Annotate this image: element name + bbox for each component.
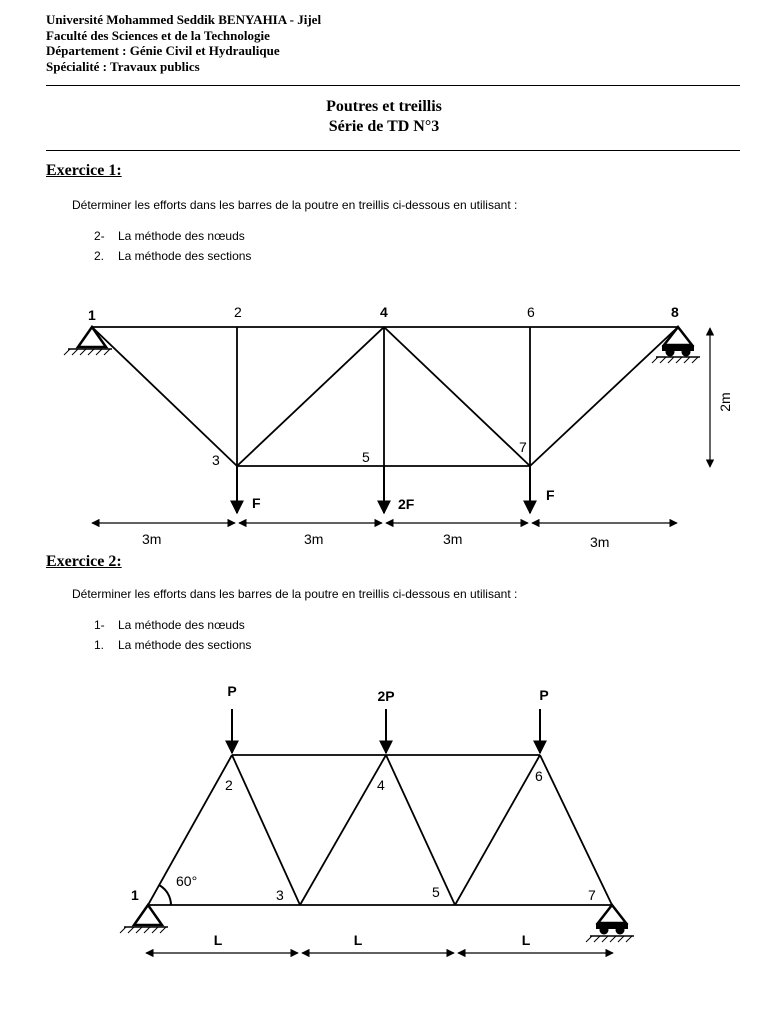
span-label: 3m [304, 531, 324, 547]
node-label: 4 [377, 777, 385, 793]
span-label: 3m [590, 534, 610, 550]
roller-support-icon [586, 905, 634, 942]
truss-1-members [92, 327, 678, 466]
span-label: L [213, 932, 223, 948]
exercise-2-instruction: Déterminer les efforts dans les barres de la poutre en treillis ci-dessous en utilisant : [72, 587, 518, 601]
load-arrow-icons [232, 709, 540, 753]
load-label: F [546, 487, 555, 503]
list-item: 1- La méthode des nœuds [94, 618, 245, 632]
list-item: 2. La méthode des sections [94, 248, 252, 263]
title-line-1: Poutres et treillis [326, 98, 442, 115]
title-line-2: Série de TD N°3 [328, 118, 440, 135]
exercise-1-method-list [94, 229, 251, 268]
load-arrow-icons [237, 466, 530, 513]
load-label: 2P [377, 688, 395, 704]
node-label: 6 [535, 768, 543, 784]
exercise-1-instruction: Déterminer les efforts dans les barres de la poutre en treillis ci-dessous en utilisant : [72, 198, 518, 212]
node-label: 1 [131, 887, 139, 903]
exercise-2-heading: Exercice 2: [46, 553, 122, 570]
node-label: 4 [380, 304, 388, 320]
node-label: 2 [234, 304, 242, 320]
node-label: 3 [276, 887, 284, 903]
list-item: 1. La méthode des sections [94, 637, 252, 652]
exercise-1-heading: Exercice 1: [46, 162, 122, 179]
top-divider [46, 85, 740, 86]
height-label: 2m [717, 392, 733, 412]
department-name: Département : Génie Civil et Hydraulique [46, 43, 280, 58]
institution-header [46, 12, 321, 74]
truss-diagram-1 [0, 290, 768, 565]
node-label: 8 [671, 304, 679, 320]
span-label: L [353, 932, 363, 948]
node-label: 6 [527, 304, 535, 320]
span-label: L [521, 932, 531, 948]
exercise-2-method-list [94, 618, 251, 657]
angle-arc-icon [159, 885, 171, 905]
node-label: 7 [519, 439, 527, 455]
list-item: 2- La méthode des nœuds [94, 229, 245, 243]
span-label: 3m [443, 531, 463, 547]
university-name: Université Mohammed Seddik BENYAHIA - Jijel [46, 12, 322, 27]
load-label: P [539, 687, 549, 703]
angle-label: 60° [176, 873, 198, 889]
truss-diagram-2 [0, 675, 768, 975]
document-title [0, 97, 768, 137]
node-label: 5 [432, 884, 440, 900]
load-label: F [252, 495, 261, 511]
node-label: 2 [225, 777, 233, 793]
span-label: 3m [142, 531, 162, 547]
node-label: 3 [212, 452, 220, 468]
load-label: 2F [398, 496, 415, 512]
load-label: P [227, 683, 237, 699]
pin-support-icon [120, 905, 168, 933]
node-label: 7 [588, 887, 596, 903]
specialty-name: Spécialité : Travaux publics [46, 58, 200, 74]
faculty-name: Faculté des Sciences et de la Technologie [46, 27, 270, 43]
pin-support-icon [64, 327, 112, 355]
node-label: 5 [362, 449, 370, 465]
title-divider [46, 150, 740, 151]
node-label: 1 [88, 307, 96, 323]
